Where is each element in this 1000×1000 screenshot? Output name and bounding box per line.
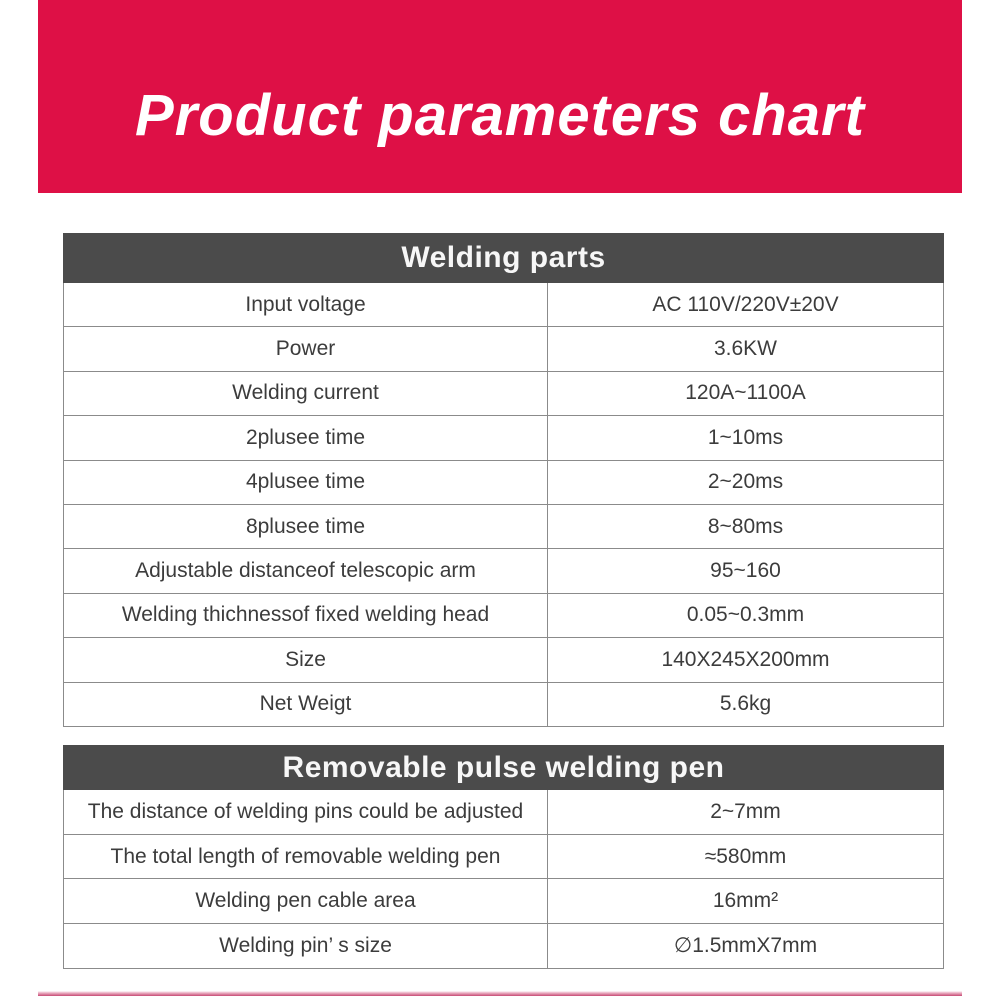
param-value: ≈580mm (548, 834, 944, 879)
param-name: Welding thichnessof fixed welding head (64, 593, 548, 637)
param-value: 16mm² (548, 879, 944, 924)
table-row (64, 549, 944, 593)
param-value: AC 110V/220V±20V (548, 283, 944, 327)
page-title: Product parameters chart (135, 83, 865, 148)
table-row (64, 283, 944, 327)
table-row (64, 460, 944, 504)
table-row (64, 327, 944, 371)
table-row (64, 593, 944, 637)
param-name: Power (64, 327, 548, 371)
param-name: 4plusee time (64, 460, 548, 504)
table-row (64, 790, 944, 835)
welding-parts-table (63, 233, 944, 727)
param-value: 8~80ms (548, 504, 944, 548)
param-name: Size (64, 638, 548, 682)
param-value: 1~10ms (548, 416, 944, 460)
table-header-row (64, 234, 944, 283)
bottom-accent-divider (38, 991, 962, 996)
param-value: ∅1.5mmX7mm (548, 924, 944, 969)
param-value: 95~160 (548, 549, 944, 593)
param-name: The total length of removable welding pen (64, 834, 548, 879)
welding-pen-table (63, 745, 944, 969)
param-name: 8plusee time (64, 504, 548, 548)
param-name: Welding pin’ s size (64, 924, 548, 969)
table-row (64, 371, 944, 415)
param-name: Adjustable distanceof telescopic arm (64, 549, 548, 593)
param-value: 2~7mm (548, 790, 944, 835)
param-name: 2plusee time (64, 416, 548, 460)
table-section-title: Welding parts (64, 234, 944, 283)
param-name: Net Weigt (64, 682, 548, 726)
table-row (64, 416, 944, 460)
table-row (64, 682, 944, 726)
table-row (64, 834, 944, 879)
param-value: 5.6kg (548, 682, 944, 726)
param-name: The distance of welding pins could be adjusted (64, 790, 548, 835)
param-name: Welding current (64, 371, 548, 415)
param-value: 3.6KW (548, 327, 944, 371)
table-row (64, 879, 944, 924)
table-row (64, 638, 944, 682)
param-value: 0.05~0.3mm (548, 593, 944, 637)
param-name: Welding pen cable area (64, 879, 548, 924)
table-header-row (64, 746, 944, 790)
title-banner (38, 0, 962, 193)
param-name: Input voltage (64, 283, 548, 327)
param-value: 140X245X200mm (548, 638, 944, 682)
table-row (64, 504, 944, 548)
table-section-title: Removable pulse welding pen (64, 746, 944, 790)
param-value: 2~20ms (548, 460, 944, 504)
param-value: 120A~1100A (548, 371, 944, 415)
table-row (64, 924, 944, 969)
